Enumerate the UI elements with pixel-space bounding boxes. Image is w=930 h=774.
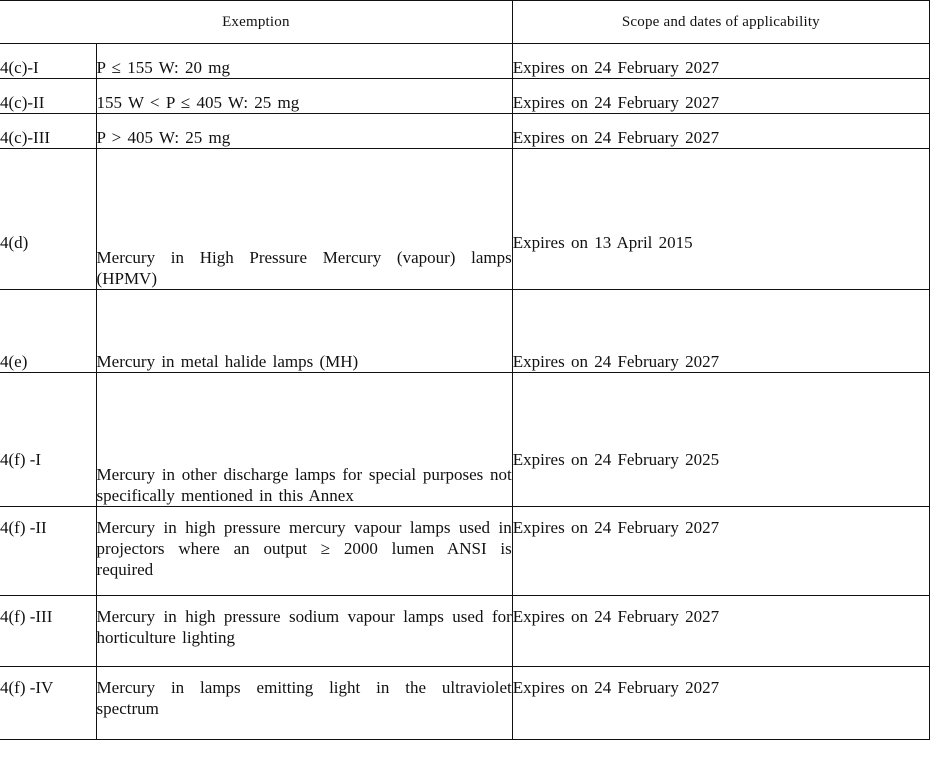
exemption-code: 4(f) -II bbox=[0, 507, 96, 596]
exemption-scope: Expires on 24 February 2025 bbox=[512, 373, 929, 507]
exemption-scope: Expires on 24 February 2027 bbox=[512, 79, 929, 114]
exemption-code: 4(f) -IV bbox=[0, 667, 96, 740]
exemption-description: P ≤ 155 W: 20 mg bbox=[96, 44, 512, 79]
exemption-description: Mercury in high pressure sodium vapour lamps used for horticulture lighting bbox=[96, 596, 512, 667]
exemption-code: 4(e) bbox=[0, 290, 96, 373]
exemption-code: 4(f) -III bbox=[0, 596, 96, 667]
exemption-code: 4(d) bbox=[0, 149, 96, 290]
exemption-description: Mercury in lamps emitting light in the ultraviolet spectrum bbox=[96, 667, 512, 740]
table-row bbox=[0, 149, 930, 290]
table-row bbox=[0, 507, 930, 596]
table-row bbox=[0, 44, 930, 79]
exemption-scope: Expires on 24 February 2027 bbox=[512, 290, 929, 373]
table-row bbox=[0, 667, 930, 740]
table-row bbox=[0, 79, 930, 114]
exemption-scope: Expires on 24 February 2027 bbox=[512, 44, 929, 79]
exemption-description: Mercury in other discharge lamps for special purposes not specifically mentioned in this Annex bbox=[96, 373, 512, 507]
exemption-scope: Expires on 24 February 2027 bbox=[512, 507, 929, 596]
exemption-description: Mercury in High Pressure Mercury (vapour) lamps (HPMV) bbox=[96, 149, 512, 290]
exemption-scope: Expires on 13 April 2015 bbox=[512, 149, 929, 290]
header-scope: Scope and dates of applicability bbox=[512, 1, 929, 44]
exemption-description: Mercury in metal halide lamps (MH) bbox=[96, 290, 512, 373]
table-header-row bbox=[0, 1, 930, 44]
exemption-scope: Expires on 24 February 2027 bbox=[512, 667, 929, 740]
header-exemption: Exemption bbox=[0, 1, 512, 44]
exemption-code: 4(c)-II bbox=[0, 79, 96, 114]
table-row bbox=[0, 596, 930, 667]
exemption-description: Mercury in high pressure mercury vapour lamps used in projectors where an output ≥ 2000 lumen ANSI is required bbox=[96, 507, 512, 596]
exemption-code: 4(c)-III bbox=[0, 114, 96, 149]
exemption-code: 4(c)-I bbox=[0, 44, 96, 79]
table-row bbox=[0, 114, 930, 149]
exemption-description: P > 405 W: 25 mg bbox=[96, 114, 512, 149]
table-row bbox=[0, 373, 930, 507]
exemption-scope: Expires on 24 February 2027 bbox=[512, 114, 929, 149]
table-row bbox=[0, 290, 930, 373]
exemption-scope: Expires on 24 February 2027 bbox=[512, 596, 929, 667]
exemption-description: 155 W < P ≤ 405 W: 25 mg bbox=[96, 79, 512, 114]
exemption-code: 4(f) -I bbox=[0, 373, 96, 507]
